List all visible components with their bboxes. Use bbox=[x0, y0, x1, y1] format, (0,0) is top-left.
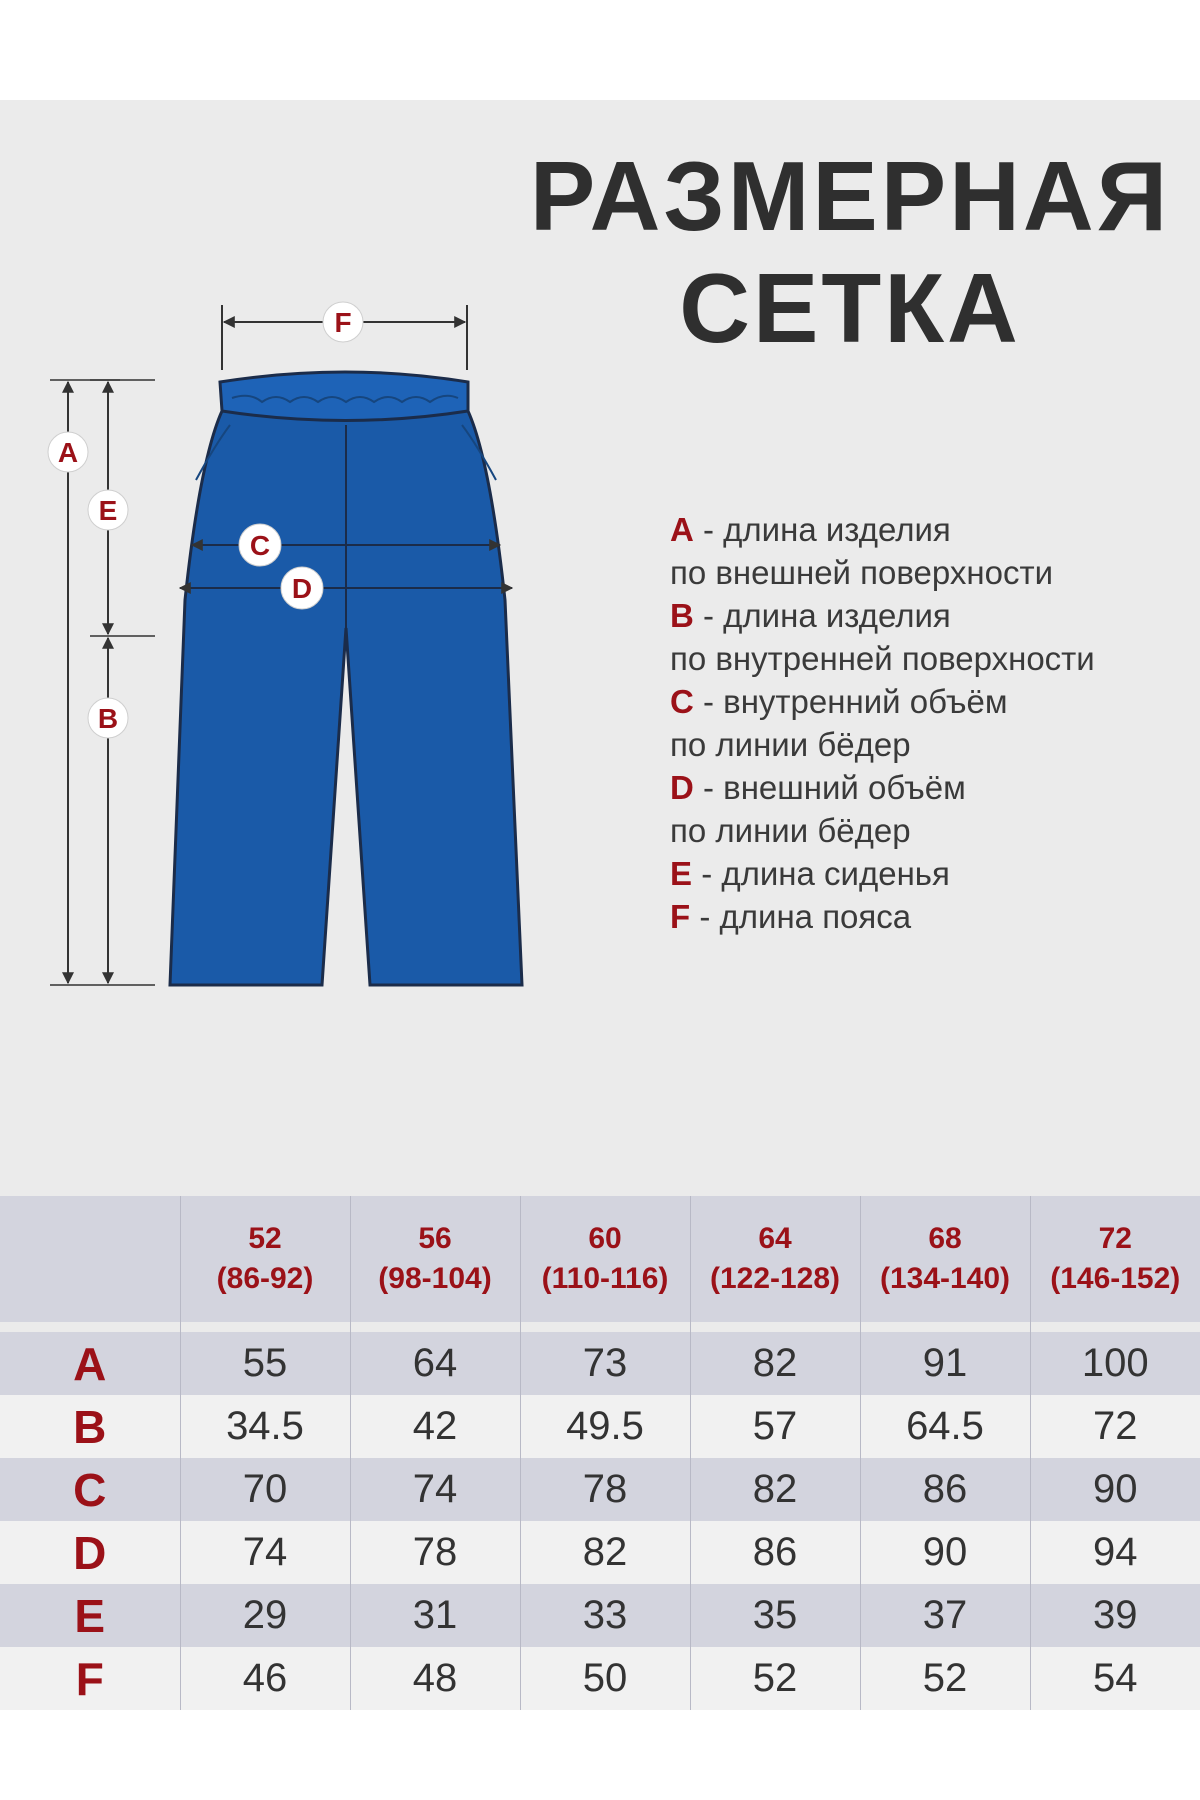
row-key: F bbox=[0, 1647, 180, 1710]
table-cell: 34.5 bbox=[180, 1395, 350, 1458]
table-cell: 29 bbox=[180, 1584, 350, 1647]
table-cell: 74 bbox=[350, 1458, 520, 1521]
table-cell: 48 bbox=[350, 1647, 520, 1710]
table-cell: 72 bbox=[1030, 1395, 1200, 1458]
table-cell: 49.5 bbox=[520, 1395, 690, 1458]
legend-d-cont: по линии бёдер bbox=[670, 812, 911, 849]
table-row bbox=[0, 1584, 1200, 1647]
table-cell: 82 bbox=[690, 1332, 860, 1395]
legend-a: A - длина изделия bbox=[670, 511, 951, 548]
label-f bbox=[323, 302, 363, 342]
row-key: B bbox=[0, 1395, 180, 1458]
table-cell: 74 bbox=[180, 1521, 350, 1584]
table-cell: 78 bbox=[350, 1521, 520, 1584]
row-key: E bbox=[0, 1584, 180, 1647]
table-cell: 42 bbox=[350, 1395, 520, 1458]
measurement-legend bbox=[670, 508, 1190, 938]
table-cell: 55 bbox=[180, 1332, 350, 1395]
table-row bbox=[0, 1458, 1200, 1521]
table-cell: 73 bbox=[520, 1332, 690, 1395]
corner-cell bbox=[0, 1196, 180, 1322]
legend-d: D - внешний объём bbox=[670, 769, 966, 806]
table-row bbox=[0, 1647, 1200, 1710]
svg-text:D: D bbox=[291, 573, 313, 604]
legend-c: C - внутренний объём bbox=[670, 683, 1008, 720]
table-cell: 78 bbox=[520, 1458, 690, 1521]
table-cell: 52 bbox=[860, 1647, 1030, 1710]
row-key: C bbox=[0, 1458, 180, 1521]
size-header: 60 (110-116) bbox=[520, 1196, 690, 1322]
size-header: 64 (122-128) bbox=[690, 1196, 860, 1322]
legend-c-cont: по линии бёдер bbox=[670, 726, 911, 763]
svg-text:F: F bbox=[334, 307, 352, 338]
table-cell: 57 bbox=[690, 1395, 860, 1458]
size-table bbox=[0, 1196, 1200, 1710]
label-d bbox=[281, 567, 323, 609]
table-cell: 37 bbox=[860, 1584, 1030, 1647]
title-line-1: РАЗМЕРНАЯ bbox=[529, 141, 1171, 251]
svg-text:A: A bbox=[57, 437, 79, 468]
legend-b-cont: по внутренней поверхности bbox=[670, 640, 1095, 677]
title-line-2: СЕТКА bbox=[679, 253, 1021, 363]
size-header: 68 (134-140) bbox=[860, 1196, 1030, 1322]
table-row bbox=[0, 1521, 1200, 1584]
table-cell: 86 bbox=[690, 1521, 860, 1584]
table-cell: 64 bbox=[350, 1332, 520, 1395]
svg-text:E: E bbox=[98, 495, 118, 526]
svg-text:B: B bbox=[97, 703, 119, 734]
legend-f: F - длина пояса bbox=[670, 898, 912, 935]
size-header: 56 (98-104) bbox=[350, 1196, 520, 1322]
table-cell: 54 bbox=[1030, 1647, 1200, 1710]
table-row bbox=[0, 1332, 1200, 1395]
row-key: A bbox=[0, 1332, 180, 1395]
label-e bbox=[88, 490, 128, 530]
table-cell: 64.5 bbox=[860, 1395, 1030, 1458]
size-header: 52 (86-92) bbox=[180, 1196, 350, 1322]
legend-a-cont: по внешней поверхности bbox=[670, 554, 1053, 591]
label-b bbox=[88, 698, 128, 738]
table-cell: 94 bbox=[1030, 1521, 1200, 1584]
row-key: D bbox=[0, 1521, 180, 1584]
table-cell: 35 bbox=[690, 1584, 860, 1647]
table-cell: 50 bbox=[520, 1647, 690, 1710]
table-cell: 100 bbox=[1030, 1332, 1200, 1395]
table-cell: 90 bbox=[1030, 1458, 1200, 1521]
svg-text:C: C bbox=[249, 530, 271, 561]
table-cell: 39 bbox=[1030, 1584, 1200, 1647]
size-header-row bbox=[0, 1196, 1200, 1322]
table-cell: 86 bbox=[860, 1458, 1030, 1521]
waistband bbox=[220, 372, 468, 421]
table-cell: 33 bbox=[520, 1584, 690, 1647]
pants-illustration bbox=[170, 372, 522, 985]
table-cell: 91 bbox=[860, 1332, 1030, 1395]
table-cell: 52 bbox=[690, 1647, 860, 1710]
legend-b: B - длина изделия bbox=[670, 597, 951, 634]
table-cell: 82 bbox=[690, 1458, 860, 1521]
table-cell: 82 bbox=[520, 1521, 690, 1584]
table-cell: 46 bbox=[180, 1647, 350, 1710]
table-row bbox=[0, 1395, 1200, 1458]
label-c bbox=[239, 524, 281, 566]
legend-e: E - длина сиденья bbox=[670, 855, 950, 892]
size-header: 72 (146-152) bbox=[1030, 1196, 1200, 1322]
table-cell: 90 bbox=[860, 1521, 1030, 1584]
label-a bbox=[48, 432, 88, 472]
table-cell: 70 bbox=[180, 1458, 350, 1521]
table-cell: 31 bbox=[350, 1584, 520, 1647]
